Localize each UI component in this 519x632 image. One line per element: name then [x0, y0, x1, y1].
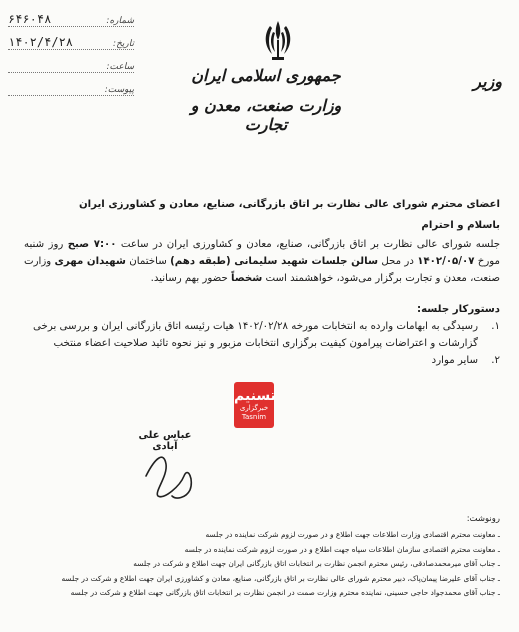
- para-text-6: حضور بهم رسانید.: [150, 273, 231, 284]
- number-row: [8, 8, 134, 27]
- watermark-line-1: خبرگزاری: [239, 404, 269, 412]
- watermark-mark: تسنیم: [234, 388, 276, 404]
- para-text-1: جلسه شورای عالی نظارت بر اتاق بازرگانی، صنایع، معادن و کشاورزی ایران در ساعت: [116, 239, 500, 250]
- signature-scribble-icon: [136, 446, 206, 506]
- cc-title: رونوشت:: [466, 514, 500, 524]
- para-text-5: وزارت صنعت، معدن و تجارت برگزار می‌شود، خواهشمند است: [24, 256, 500, 284]
- letter-metadata: [8, 8, 134, 100]
- cc-item: ـ جناب آقای علیرضا پیمان‌پاک، دبیر محترم شورای عالی نظارت بر اتاق بازرگانی، صنایع، معادن و کشاورزی ایران جهت اطلاع و شرکت در جلسه: [61, 573, 500, 583]
- addressee: اعضای محترم شورای عالی نظارت بر اتاق بازرگانی، صنایع، معادن و کشاورزی ایران: [78, 199, 500, 210]
- meeting-time: ۷:۰۰ صبح: [67, 239, 117, 250]
- para-text-3: در محل: [377, 256, 418, 267]
- date-row: [8, 31, 134, 50]
- agenda-item-number: ۲.: [491, 355, 500, 366]
- tasnim-watermark: [234, 382, 274, 428]
- agenda-item: [24, 352, 500, 369]
- time-label: ساعت:: [106, 62, 134, 72]
- minister-title: وزیر: [473, 72, 502, 91]
- signatory-name: عباس علی آبادی: [138, 430, 192, 452]
- agenda-item-text: سایر موارد: [431, 355, 478, 366]
- date-label: تاریخ:: [113, 39, 134, 49]
- cc-list: [24, 528, 500, 601]
- para-text-2: روز شنبه مورخ: [24, 239, 501, 267]
- meeting-date: ۱۴۰۲/۰۵/۰۷: [417, 256, 475, 267]
- meeting-venue: سالن جلسات شهید سلیمانی (طبقه دهم): [170, 256, 378, 267]
- number-label: شماره:: [106, 16, 134, 26]
- ministry-name: وزارت صنعت، معدن و تجارت: [190, 96, 342, 134]
- country-name: جمهوری اسلامی ایران: [191, 66, 341, 85]
- iran-emblem-icon: [258, 18, 298, 62]
- greeting: باسلام و احترام: [421, 220, 500, 231]
- cc-item: ـ جناب آقای میرمحمدصادقی، رئیس محترم انجمن نظارت بر انتخابات اتاق بازرگانی ایران جهت اطلاع و شرکت در جلسه: [133, 559, 500, 568]
- number-value: ۶۴۶۰۴۸: [8, 12, 52, 26]
- personal-attendance: شخصاً: [231, 273, 263, 284]
- invitation-paragraph: [24, 236, 500, 287]
- attachment-label: پیوست:: [104, 85, 134, 95]
- building-name: شهیدان مهری: [54, 256, 126, 267]
- watermark-line-2: Tasnim: [241, 413, 267, 421]
- cc-item: ـ معاونت محترم اقتصادی سازمان اطلاعات سپاه جهت اطلاع و در صورت لزوم شرکت نماینده در جلسه: [184, 544, 500, 554]
- agenda-item-text: رسیدگی به ابهامات وارده به انتخابات مورخه ۱۴۰۲/۰۲/۲۸ هیات رئیسه اتاق بازرگانی ایران و بررسی برخی گزارشات و اعتراضات پیرامون کیفیت برگزاری انتخابات مزبور و نیز نحوه تائید صلاحیت اعضاء منتخب: [33, 321, 478, 349]
- para-text-4: ساختمان: [125, 256, 171, 267]
- date-value: ۱۴۰۲/۴/۲۸: [8, 35, 74, 49]
- cc-item: ـ معاونت محترم اقتصادی وزارت اطلاعات جهت اطلاع و در صورت لزوم شرکت نماینده در جلسه: [205, 530, 500, 539]
- letter-body: [24, 196, 500, 369]
- cc-item: ـ جناب آقای محمدجواد حاجی حسینی، نماینده محترم وزارت صمت در انجمن نظارت بر انتخابات اتاق بازرگانی جهت اطلاع و شرکت در جلسه: [70, 588, 500, 597]
- attachment-row: [8, 77, 134, 96]
- agenda-item-number: ۱.: [491, 321, 500, 332]
- agenda-title: دستورکار جلسه:: [417, 304, 500, 315]
- agenda-item: [24, 318, 500, 352]
- time-row: [8, 54, 134, 73]
